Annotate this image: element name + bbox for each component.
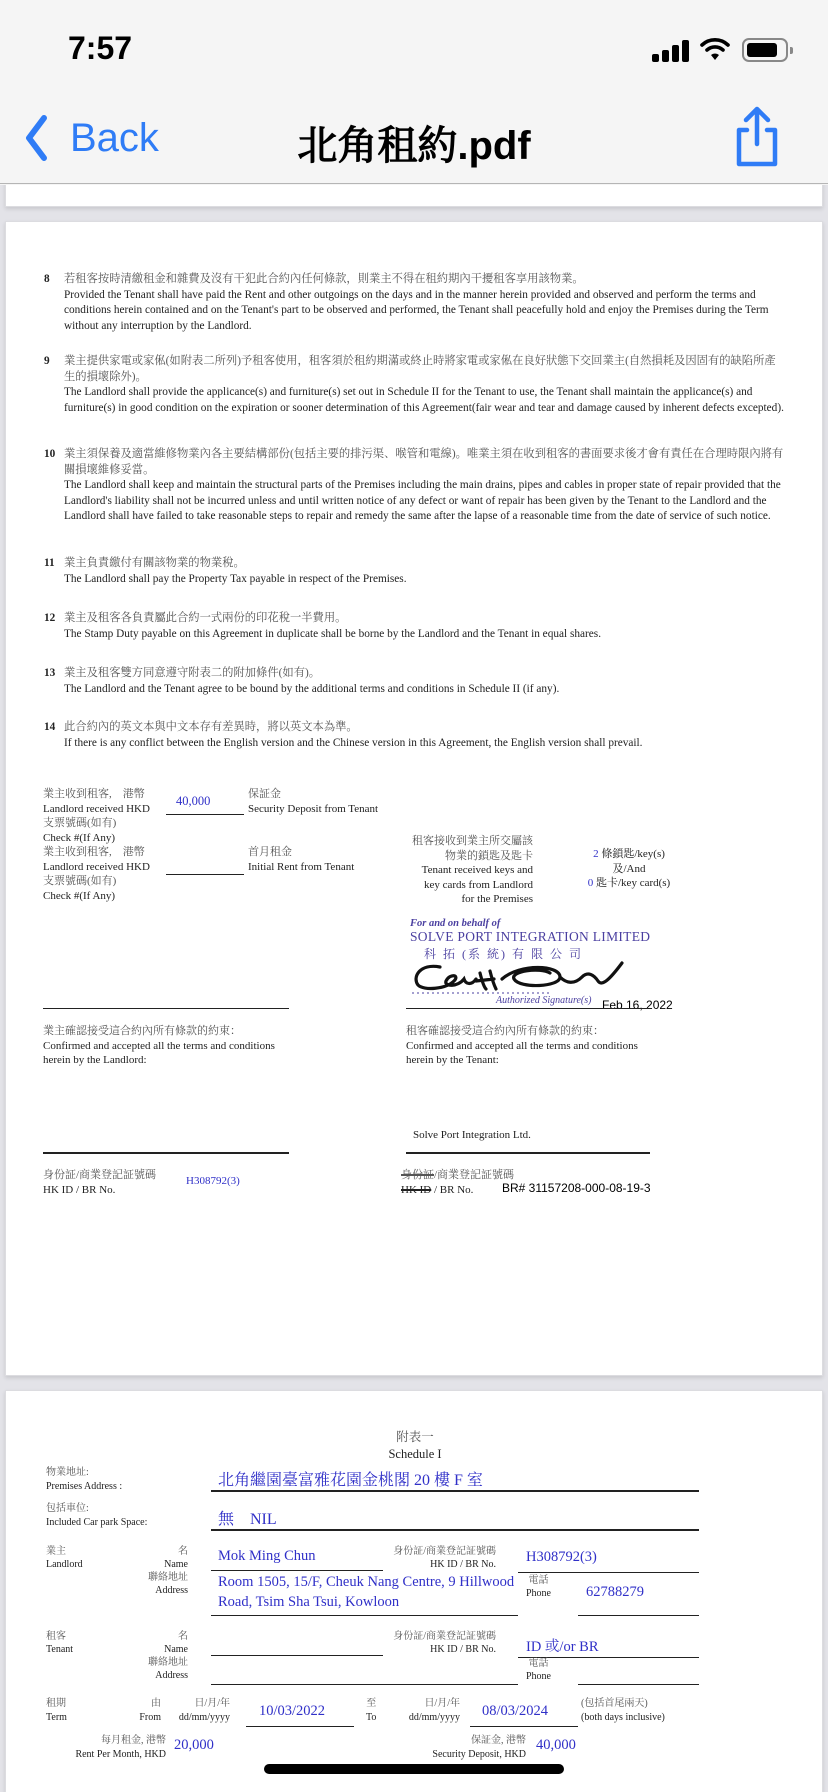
term-to-value: 08/03/2024 [482,1703,549,1719]
share-icon[interactable] [730,104,784,170]
carpark-line [211,1529,699,1531]
rent-per-month-label: 每月租金, 港幣 Rent Per Month, HKD [75,1735,166,1760]
landlord-phone-value: 62788279 [586,1584,644,1600]
clause-number: 10 [44,448,56,460]
from-date-format: 日/月/年 dd/mm/yyyy [178,1698,230,1723]
tenant-id-value-schedule: ID 或/or BR [526,1639,599,1655]
premises-label: 物業地址: Premises Address : [46,1467,123,1492]
landlord-signature-line [43,1152,289,1154]
key-card-count: 0 [587,877,594,889]
deposit-label: 保証金 Security Deposit from Tenant [248,788,379,815]
deposit-amount: 40,000 [176,794,211,808]
security-deposit-value: 40,000 [536,1737,576,1753]
tenant-row-label: 租客 Tenant [46,1631,74,1655]
clause-en: If there is any conflict between the English version and the Chinese version in this Agreement, the English version shall prevail. [64,736,643,749]
status-time: 7:57 [68,30,133,66]
tenant-address-line [211,1684,518,1685]
landlord-witness-line [43,1008,289,1009]
landlord-confirm-text: 業主確認接受這合約內所有條款的約束： Confirmed and accepted all the terms and conditions herein by the Landlord: [43,1025,275,1066]
pdf-page-current [5,221,823,1376]
landlord-phone-label: 電話 Phone [526,1575,551,1599]
landlord-address-value: Room 1505, 15/F, Cheuk Nang Centre, 9 Hillwood Road, Tsim Sha Tsui, Kowloon [218,1574,515,1610]
handwritten-signature [410,959,630,995]
rent-amount-line [166,874,244,875]
term-label: 租期 Term [46,1698,67,1723]
term-to-line [470,1726,578,1727]
stamp-company-en: SOLVE PORT INTEGRATION LIMITED [410,929,651,944]
clause-number: 11 [44,557,55,569]
clause-zh: 若租客按時清繳租金和雜費及沒有干犯此合約內任何條款，則業主不得在租約期內干擾租客享用該物業。 [64,273,584,285]
clause-11 [44,556,784,587]
premises-address-value: 北角繼園臺富雅花園金桃閣 20 樓 F 室 [218,1472,483,1489]
keys-count-block: 2 條鎖匙/key(s) 及/And 0 匙卡/key card(s) [587,848,671,889]
clause-number: 8 [44,273,50,285]
stamp-company-zh: 科 拓 (系 統) 有 限 公 司 [424,947,583,961]
signature-date: Feb 16, 2022 [602,998,673,1012]
from-label: 由 From [139,1698,161,1723]
landlord-name-line [211,1570,383,1571]
clause-zh: 業主及租客雙方同意遵守附表二的附加條件(如有)。 [64,667,321,679]
clause-zh: 業主提供家電或家俬(如附表二所列)予租客使用，租客須於租約期滿或終止時將家電或家俬在良好狀態下交回業主(自然損耗及因固有的缺陷所產生的損壞除外)。 [64,355,776,383]
clause-12 [44,611,784,642]
carpark-value: 無 NIL [218,1511,277,1528]
to-label: 至 To [366,1698,377,1723]
pdf-page-schedule [5,1390,823,1792]
rent-per-month-value: 20,000 [174,1737,214,1753]
tenant-signer-name: Solve Port Integration Ltd. [413,1129,531,1141]
authorized-signature-label: Authorized Signature(s) [496,995,592,1006]
deposit-amount-line [166,814,244,815]
term-from-line [246,1726,354,1727]
navigation-bar [0,100,828,184]
tenant-witness-line [406,1008,650,1009]
rent-label: 首月租金 Initial Rent from Tenant [248,846,355,873]
clause-number: 14 [44,721,56,733]
clause-zh: 業主及租客各負責屬此合約一式兩份的印花稅一半費用。 [64,612,347,624]
cellular-signal-icon [652,40,690,62]
clause-zh: 業主負責繳付有關該物業的物業稅。 [64,557,245,569]
tenant-br-number: BR# 31157208-000-08-19-3 [502,1181,651,1195]
schedule-title: 附表一 Schedule I [388,1430,442,1461]
clause-zh: 此合約內的英文本與中文本存有差異時，將以英文本為準。 [64,721,358,733]
clause-9 [44,354,784,416]
clause-en: The Landlord shall keep and maintain the structural parts of the Premises including the main drains, pipes and cables in proper state of repair provided that the Landlord's liability shall not be incurred unless and until written notice of any defect or want of repair has been given by the Tenant to the Landlord and the Landlord shall have failed to take reasonable steps to repair and remedy the same after the lapse of a reasonable time from the date of service of such notice. [64,479,781,522]
rent-receipt-labels: 業主收到租客, 港幣 Landlord received HKD 支票號碼(如有) Check #(If Any) [43,846,150,902]
clause-zh: 業主須保養及適當維修物業內各主要結構部份(包括主要的排污渠、喉管和電線)。唯業主須在收到租客的書面要求後才會有責任在合理時限內將有關損壞維修妥當。 [64,448,784,476]
tenant-id-label: 身份証/商業登記証號碼 HK ID / BR No. [401,1169,515,1196]
inclusive-note: (包括首尾兩天) (both days inclusive) [581,1698,665,1723]
landlord-row-label: 業主 Landlord [46,1546,83,1570]
landlord-id-line [518,1572,699,1573]
landlord-id-value-schedule: H308792(3) [526,1549,597,1565]
landlord-id-label-schedule: 身份証/商業登記証號碼 HK ID / BR No. [393,1546,496,1570]
tenant-id-label-schedule: 身份証/商業登記証號碼 HK ID / BR No. [393,1631,496,1655]
deposit-receipt-labels: 業主收到租客, 港幣 Landlord received HKD 支票號碼(如有) Check #(If Any) [43,788,150,844]
tenant-field-labels: 名 Name 聯絡地址 Address [148,1631,188,1681]
tenant-signature-line [406,1152,650,1154]
home-indicator[interactable] [264,1764,564,1774]
landlord-name-value: Mok Ming Chun [218,1548,316,1564]
clause-en: Provided the Tenant shall have paid the Rent and other outgoings on the days and in the manner herein provided and observed and perform the terms and conditions herein contained and on the Tenant's part to be observed and performed, the Tenant shall peacefully hold and enjoy the Premises during the Term without any interruption by the Landlord. [64,288,769,332]
clause-number: 13 [44,667,56,679]
premises-line [211,1490,699,1492]
clause-number: 9 [44,355,50,367]
clause-en: The Landlord and the Tenant agree to be bound by the additional terms and conditions in Schedule II (if any). [64,682,560,695]
status-bar [0,0,828,100]
clause-13 [44,666,784,697]
keys-received-labels: 租客接收到業主所交屬該 物業的鎖匙及匙卡 Tenant received keys and key cards from Landlord for the Premises [412,835,533,905]
clause-10 [44,447,784,525]
landlord-field-labels: 名 Name 聯絡地址 Address [148,1546,188,1596]
tenant-confirm-text: 租客確認接受這合約內所有條款的約束： Confirmed and accepted all the terms and conditions herein by the Tenant: [406,1025,638,1066]
battery-icon [742,38,788,62]
pdf-viewer[interactable] [0,185,828,1792]
clause-14 [44,720,784,751]
clause-en: The Landlord shall provide the applicance(s) and furniture(s) set out in Schedule II for the Tenant to use, the Tenant shall maintain the applicance(s) and furniture(s) in good condition on the expiration or sooner determination of this Agreement(fair wear and tear and damage caused by inherent defects excepted). [64,386,784,414]
landlord-phone-line [578,1615,699,1616]
document-title: 北角租約.pdf [297,124,531,168]
tenant-name-line [211,1655,383,1656]
wifi-icon [700,36,730,62]
clause-en: The Stamp Duty payable on this Agreement in duplicate shall be borne by the Landlord and the Tenant in equal shares. [64,627,602,640]
key-count: 2 [593,848,599,860]
clause-8 [44,272,784,334]
landlord-address-line [211,1615,518,1616]
clause-number: 12 [44,612,56,624]
tenant-phone-line [578,1684,699,1685]
landlord-id-label: 身份証/商業登記証號碼 HK ID / BR No. [43,1169,157,1196]
pdf-page-previous [5,185,823,207]
carpark-label: 包括車位: Included Car park Space: [46,1503,148,1528]
landlord-id-value: H308792(3) [186,1175,240,1187]
to-date-format: 日/月/年 dd/mm/yyyy [408,1698,460,1723]
back-label: Back [70,115,159,160]
term-from-value: 10/03/2022 [259,1703,326,1719]
stamp-behalf: For and on behalf of [410,918,501,929]
clause-en: The Landlord shall pay the Property Tax payable in respect of the Premises. [64,572,407,585]
security-deposit-label: 保証金, 港幣 Security Deposit, HKD [432,1735,526,1760]
tenant-phone-label: 電話 Phone [526,1658,551,1682]
